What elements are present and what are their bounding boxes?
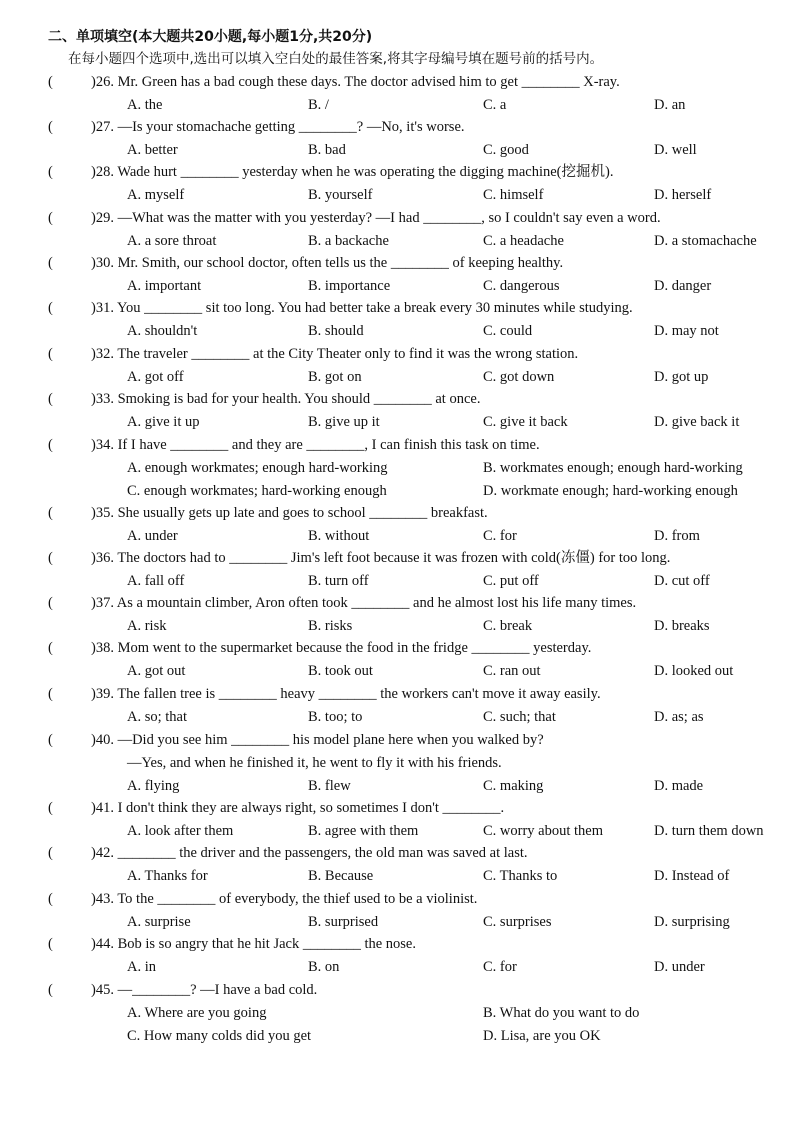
option-a[interactable]: A. risk: [127, 618, 167, 634]
option-c[interactable]: C. could: [483, 323, 533, 339]
question-stem: )44. Bob is so angry that he hit Jack ________ the nose.: [91, 936, 416, 952]
question-42: [0, 843, 794, 863]
option-c[interactable]: C. good: [483, 142, 529, 158]
option-d[interactable]: D. surprising: [654, 914, 730, 930]
answer-bracket[interactable]: (: [48, 595, 53, 611]
option-c[interactable]: C. enough workmates; hard-working enough: [127, 483, 387, 499]
option-d[interactable]: D. may not: [654, 323, 719, 339]
section-instruction: 在每小题四个选项中,选出可以填入空白处的最佳答案,将其字母编号填在题号前的括号内。: [68, 51, 604, 67]
answer-bracket[interactable]: (: [48, 391, 53, 407]
option-a[interactable]: A. better: [127, 142, 178, 158]
option-b[interactable]: B. turn off: [308, 573, 369, 589]
question-stem: )26. Mr. Green has a bad cough these days. The doctor advised him to get ________ X-ray.: [91, 74, 620, 90]
option-d[interactable]: D. from: [654, 528, 700, 544]
option-d[interactable]: D. an: [654, 97, 686, 113]
option-a[interactable]: A. so; that: [127, 709, 188, 725]
option-c[interactable]: C. a headache: [483, 233, 564, 249]
answer-bracket[interactable]: (: [48, 936, 53, 952]
question-stem: )32. The traveler ________ at the City Theater only to find it was the wrong station.: [91, 346, 579, 362]
question-35: [0, 503, 794, 523]
answer-bracket[interactable]: (: [48, 800, 53, 816]
answer-bracket[interactable]: (: [48, 640, 53, 656]
question-40: [0, 730, 794, 750]
option-b[interactable]: B. give up it: [308, 414, 380, 430]
question-stem: )31. You ________ sit too long. You had better take a break every 30 minutes while studying.: [91, 300, 633, 316]
option-c[interactable]: C. Thanks to: [483, 868, 558, 884]
option-a[interactable]: A. got off: [127, 369, 184, 385]
option-c[interactable]: C. got down: [483, 369, 555, 385]
option-b[interactable]: B. surprised: [308, 914, 379, 930]
answer-bracket[interactable]: (: [48, 164, 53, 180]
option-d[interactable]: D. Lisa, are you OK: [483, 1028, 601, 1044]
answer-bracket[interactable]: (: [48, 300, 53, 316]
option-a[interactable]: A. flying: [127, 778, 180, 794]
option-a[interactable]: A. Where are you going: [127, 1005, 267, 1021]
question-stem: )35. She usually gets up late and goes to school ________ breakfast.: [91, 505, 488, 521]
question-45: [0, 980, 794, 1000]
question-31: [0, 298, 794, 318]
question-stem: )36. The doctors had to ________ Jim's left foot because it was frozen with cold(冻僵) for too long.: [91, 550, 671, 566]
option-a[interactable]: A. Thanks for: [127, 868, 208, 884]
option-d[interactable]: D. looked out: [654, 663, 734, 679]
option-b[interactable]: B. flew: [308, 778, 351, 794]
answer-bracket[interactable]: (: [48, 550, 53, 566]
option-d[interactable]: D. a stomachache: [654, 233, 757, 249]
answer-bracket[interactable]: (: [48, 437, 53, 453]
question-stem: )27. —Is your stomachache getting ________? —No, it's worse.: [91, 119, 465, 135]
question-41: [0, 798, 794, 818]
option-b[interactable]: B. without: [308, 528, 370, 544]
option-b[interactable]: B. got on: [308, 369, 362, 385]
option-b[interactable]: B. risks: [308, 618, 353, 634]
option-c[interactable]: C. worry about them: [483, 823, 604, 839]
question-stem: )38. Mom went to the supermarket because the food in the fridge ________ yesterday.: [91, 640, 592, 656]
option-d[interactable]: D. made: [654, 778, 704, 794]
option-d[interactable]: D. Instead of: [654, 868, 730, 884]
option-b[interactable]: B. a backache: [308, 233, 389, 249]
option-b[interactable]: B. importance: [308, 278, 391, 294]
answer-bracket[interactable]: (: [48, 119, 53, 135]
question-37: [0, 593, 794, 613]
option-b[interactable]: B. workmates enough; enough hard-working: [483, 460, 743, 476]
question-29: [0, 208, 794, 228]
question-27: [0, 117, 794, 137]
option-c[interactable]: C. such; that: [483, 709, 556, 725]
question-stem: )37. As a mountain climber, Aron often took ________ and he almost lost his life many times.: [91, 595, 637, 611]
answer-bracket[interactable]: (: [48, 74, 53, 90]
question-stem: )28. Wade hurt ________ yesterday when he was operating the digging machine(挖掘机).: [91, 164, 614, 180]
option-d[interactable]: D. turn them down: [654, 823, 764, 839]
option-c[interactable]: C. making: [483, 778, 544, 794]
question-44: [0, 934, 794, 954]
option-b[interactable]: B. yourself: [308, 187, 373, 203]
option-b[interactable]: B. agree with them: [308, 823, 419, 839]
option-a[interactable]: A. shouldn't: [127, 323, 198, 339]
option-c[interactable]: C. ran out: [483, 663, 541, 679]
option-a[interactable]: A. in: [127, 959, 156, 975]
option-a[interactable]: A. under: [127, 528, 178, 544]
question-stem: )42. ________ the driver and the passengers, the old man was saved at last.: [91, 845, 528, 861]
option-a[interactable]: A. a sore throat: [127, 233, 217, 249]
option-c[interactable]: C. How many colds did you get: [127, 1028, 312, 1044]
question-stem: )39. The fallen tree is ________ heavy ________ the workers can't move it away easily.: [91, 686, 601, 702]
option-a[interactable]: A. the: [127, 97, 163, 113]
option-c[interactable]: C. a: [483, 97, 507, 113]
answer-bracket[interactable]: (: [48, 210, 53, 226]
question-36: [0, 548, 794, 568]
question-stem: )45. —________? —I have a bad cold.: [91, 982, 318, 998]
option-a[interactable]: A. look after them: [127, 823, 234, 839]
question-43: [0, 889, 794, 909]
question-33: [0, 389, 794, 409]
answer-bracket[interactable]: (: [48, 686, 53, 702]
question-30: [0, 253, 794, 273]
question-stem: )41. I don't think they are always right, so sometimes I don't ________.: [91, 800, 505, 816]
option-b[interactable]: B. on: [308, 959, 340, 975]
question-39: [0, 684, 794, 704]
option-d[interactable]: D. got up: [654, 369, 709, 385]
option-c[interactable]: C. break: [483, 618, 533, 634]
question-stem: )40. —Did you see him ________ his model plane here when you walked by?: [91, 732, 544, 748]
answer-bracket[interactable]: (: [48, 505, 53, 521]
option-c[interactable]: C. give it back: [483, 414, 568, 430]
section-header: 二、单项填空(本大题共20小题,每小题1分,共20分): [48, 29, 373, 45]
option-d[interactable]: D. as; as: [654, 709, 704, 725]
question-32: [0, 344, 794, 364]
option-b[interactable]: B. /: [308, 97, 329, 113]
question-38: [0, 638, 794, 658]
answer-bracket[interactable]: (: [48, 982, 53, 998]
option-d[interactable]: D. danger: [654, 278, 712, 294]
question-26: [0, 72, 794, 92]
option-d[interactable]: D. herself: [654, 187, 712, 203]
option-c[interactable]: C. for: [483, 528, 517, 544]
option-d[interactable]: D. breaks: [654, 618, 710, 634]
question-stem: )29. —What was the matter with you yesterday? —I had ________, so I couldn't say even a word.: [91, 210, 661, 226]
question-stem: )43. To the ________ of everybody, the thief used to be a violinist.: [91, 891, 478, 907]
option-d[interactable]: D. cut off: [654, 573, 710, 589]
question-stem: )30. Mr. Smith, our school doctor, often tells us the ________ of keeping healthy.: [91, 255, 564, 271]
option-a[interactable]: A. give it up: [127, 414, 200, 430]
answer-bracket[interactable]: (: [48, 891, 53, 907]
question-34: [0, 435, 794, 455]
answer-bracket[interactable]: (: [48, 845, 53, 861]
option-a[interactable]: A. enough workmates; enough hard-working: [127, 460, 388, 476]
answer-bracket[interactable]: (: [48, 732, 53, 748]
answer-bracket[interactable]: (: [48, 255, 53, 271]
option-c[interactable]: C. put off: [483, 573, 539, 589]
option-a[interactable]: A. important: [127, 278, 202, 294]
option-a[interactable]: A. got out: [127, 663, 186, 679]
answer-bracket[interactable]: (: [48, 346, 53, 362]
option-c[interactable]: C. surprises: [483, 914, 552, 930]
option-c[interactable]: C. himself: [483, 187, 544, 203]
option-d[interactable]: D. under: [654, 959, 705, 975]
question-stem: )34. If I have ________ and they are ________, I can finish this task on time.: [91, 437, 540, 453]
option-d[interactable]: D. give back it: [654, 414, 740, 430]
question-28: [0, 162, 794, 182]
option-a[interactable]: A. fall off: [127, 573, 185, 589]
option-a[interactable]: A. myself: [127, 187, 185, 203]
option-c[interactable]: C. for: [483, 959, 517, 975]
option-b[interactable]: B. Because: [308, 868, 374, 884]
option-d[interactable]: D. workmate enough; hard-working enough: [483, 483, 738, 499]
option-b[interactable]: B. bad: [308, 142, 346, 158]
option-b[interactable]: B. What do you want to do: [483, 1005, 640, 1021]
option-b[interactable]: B. took out: [308, 663, 373, 679]
option-b[interactable]: B. too; to: [308, 709, 363, 725]
question-stem-continued: —Yes, and when he finished it, he went to fly it with his friends.: [127, 755, 502, 771]
option-a[interactable]: A. surprise: [127, 914, 191, 930]
option-c[interactable]: C. dangerous: [483, 278, 560, 294]
option-d[interactable]: D. well: [654, 142, 697, 158]
question-stem: )33. Smoking is bad for your health. You should ________ at once.: [91, 391, 481, 407]
option-b[interactable]: B. should: [308, 323, 364, 339]
